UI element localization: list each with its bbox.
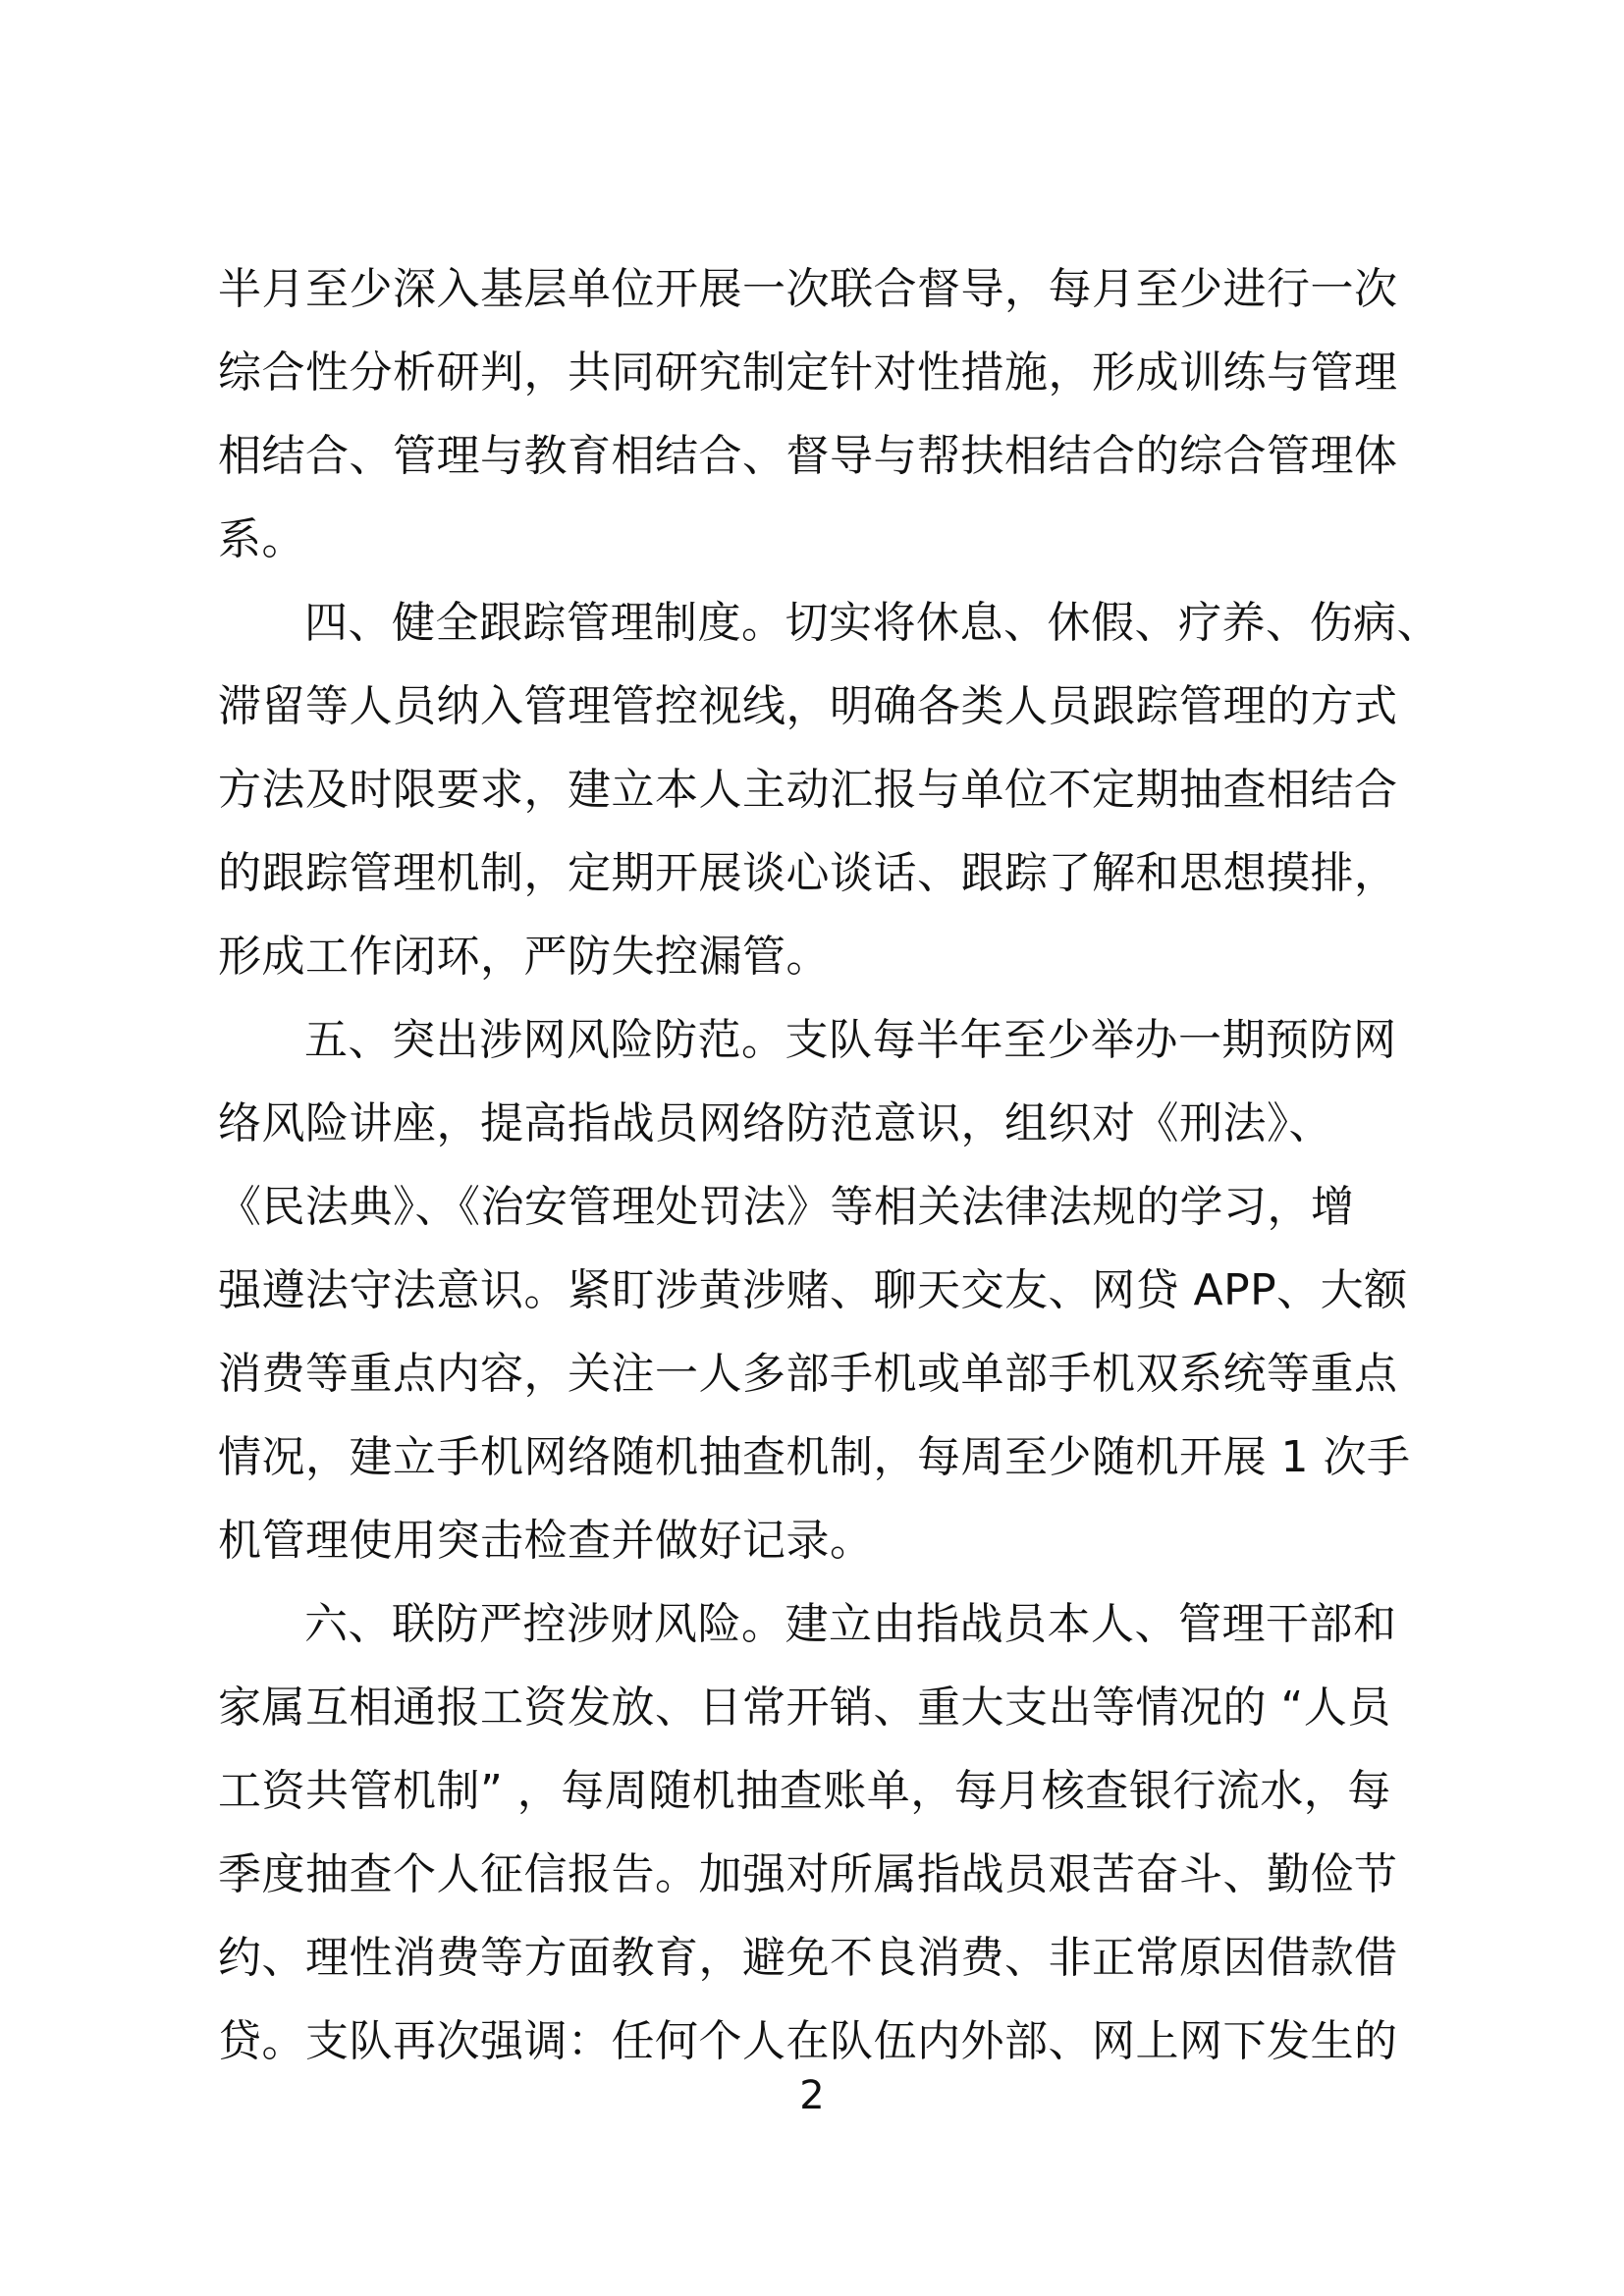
- paragraph-heading-line: 五、突出涉网风险防范。支队每半年至少举办一期预防网: [304, 1015, 1397, 1065]
- text-line: 家属互相通报工资发放、日常开销、重大支出等情况的 “人员: [218, 1682, 1391, 1733]
- paragraph-heading-line: 四、健全跟踪管理制度。切实将休息、休假、疗养、伤病、: [304, 598, 1440, 648]
- text-line: 工资共管机制” ，每周随机抽查账单，每月核查银行流水，每: [218, 1766, 1391, 1816]
- text-line: 相结合、管理与教育相结合、督导与帮扶相结合的综合管理体: [218, 431, 1398, 481]
- text-line: 消费等重点内容，关注一人多部手机或单部手机双系统等重点: [218, 1349, 1398, 1399]
- text-line: 机管理使用突击检查并做好记录。: [218, 1516, 874, 1566]
- paragraph-heading-line: 六、联防严控涉财风险。建立由指战员本人、管理干部和: [304, 1599, 1397, 1649]
- page-number: 2: [799, 2073, 825, 2118]
- text-line: 综合性分析研判，共同研究制定针对性措施，形成训练与管理: [218, 347, 1398, 398]
- text-line: 约、理性消费等方面教育，避免不良消费、非正常原因借款借: [218, 1933, 1398, 1983]
- text-line: 季度抽查个人征信报告。加强对所属指战员艰苦奋斗、勤俭节: [218, 1849, 1398, 1899]
- text-line: 《民法典》、《治安管理处罚法》等相关法律法规的学习，增: [218, 1182, 1355, 1232]
- text-line: 滞留等人员纳入管理管控视线，明确各类人员跟踪管理的方式: [218, 681, 1398, 731]
- text-line: 强遵法守法意识。紧盯涉黄涉赌、聊天交友、网贷 APP、大额: [218, 1265, 1408, 1315]
- text-line: 形成工作闭环，严防失控漏管。: [218, 932, 830, 982]
- text-line: 系。: [218, 514, 305, 564]
- text-line: 络风险讲座，提高指战员网络防范意识，组织对《刑法》、: [218, 1098, 1332, 1148]
- text-line: 方法及时限要求，建立本人主动汇报与单位不定期抽查相结合: [218, 765, 1398, 815]
- text-line: 的跟踪管理机制，定期开展谈心谈话、跟踪了解和思想摸排，: [218, 848, 1398, 898]
- text-line: 贷。支队再次强调：任何个人在队伍内外部、网上网下发生的: [218, 2016, 1398, 2066]
- text-line: 半月至少深入基层单位开展一次联合督导，每月至少进行一次: [218, 264, 1398, 314]
- text-line: 情况，建立手机网络随机抽查机制，每周至少随机开展 1 次手: [218, 1432, 1411, 1482]
